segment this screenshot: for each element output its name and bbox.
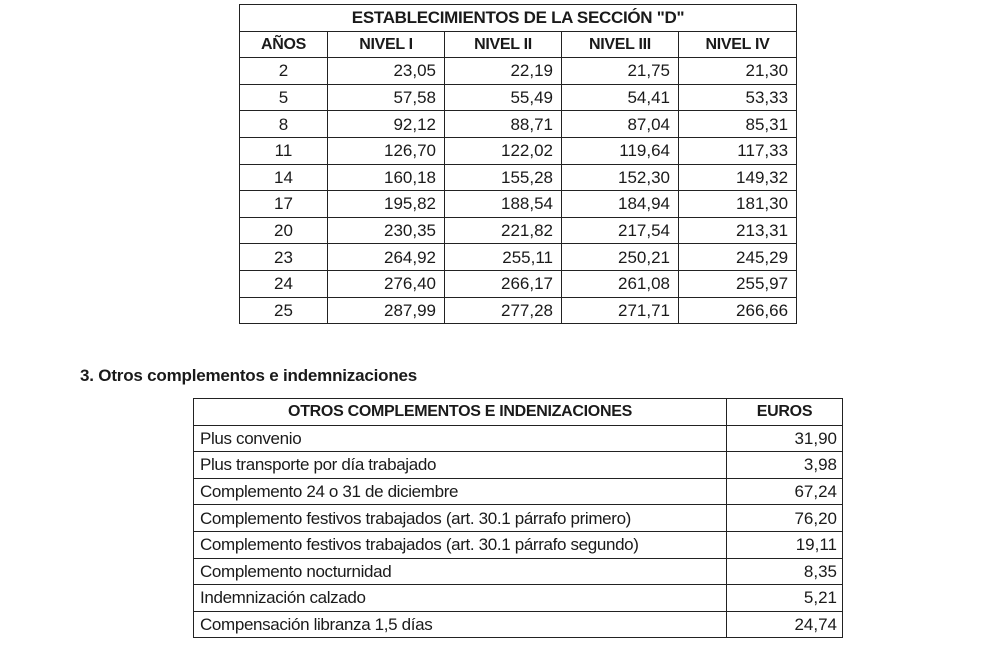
euros-cell: 8,35 <box>727 558 843 585</box>
concept-cell: Complemento festivos trabajados (art. 30.1 párrafo primero) <box>194 505 727 532</box>
table-row <box>194 505 843 532</box>
value-cell: 53,33 <box>679 84 797 111</box>
column-header: NIVEL IV <box>679 31 797 58</box>
value-cell: 184,94 <box>562 191 679 218</box>
value-cell: 22,19 <box>445 58 562 85</box>
value-cell: 255,97 <box>679 270 797 297</box>
value-cell: 23,05 <box>328 58 445 85</box>
table-row <box>240 111 797 138</box>
value-cell: 188,54 <box>445 191 562 218</box>
table-row <box>194 611 843 638</box>
euros-cell: 67,24 <box>727 478 843 505</box>
table-row <box>194 585 843 612</box>
table-row <box>194 478 843 505</box>
value-cell: 117,33 <box>679 137 797 164</box>
years-cell: 8 <box>240 111 328 138</box>
concept-cell: Compensación libranza 1,5 días <box>194 611 727 638</box>
concept-cell: Plus transporte por día trabajado <box>194 452 727 479</box>
value-cell: 54,41 <box>562 84 679 111</box>
value-cell: 160,18 <box>328 164 445 191</box>
value-cell: 119,64 <box>562 137 679 164</box>
value-cell: 181,30 <box>679 191 797 218</box>
value-cell: 195,82 <box>328 191 445 218</box>
value-cell: 92,12 <box>328 111 445 138</box>
value-cell: 271,71 <box>562 297 679 324</box>
table-row <box>240 297 797 324</box>
table-row <box>240 191 797 218</box>
otros-complementos-table <box>193 398 843 638</box>
table-row <box>240 270 797 297</box>
concept-cell: Plus convenio <box>194 425 727 452</box>
euros-cell: 19,11 <box>727 531 843 558</box>
years-cell: 14 <box>240 164 328 191</box>
euros-cell: 5,21 <box>727 585 843 612</box>
value-cell: 155,28 <box>445 164 562 191</box>
value-cell: 85,31 <box>679 111 797 138</box>
column-header: AÑOS <box>240 31 328 58</box>
value-cell: 126,70 <box>328 137 445 164</box>
value-cell: 221,82 <box>445 217 562 244</box>
years-cell: 24 <box>240 270 328 297</box>
years-cell: 11 <box>240 137 328 164</box>
value-cell: 152,30 <box>562 164 679 191</box>
years-cell: 25 <box>240 297 328 324</box>
value-cell: 88,71 <box>445 111 562 138</box>
value-cell: 261,08 <box>562 270 679 297</box>
value-cell: 149,32 <box>679 164 797 191</box>
value-cell: 287,99 <box>328 297 445 324</box>
table-row <box>240 84 797 111</box>
concept-cell: Complemento 24 o 31 de diciembre <box>194 478 727 505</box>
value-cell: 266,66 <box>679 297 797 324</box>
table-row <box>194 558 843 585</box>
value-cell: 217,54 <box>562 217 679 244</box>
years-cell: 20 <box>240 217 328 244</box>
euros-cell: 76,20 <box>727 505 843 532</box>
column-header: EUROS <box>727 399 843 426</box>
years-cell: 2 <box>240 58 328 85</box>
table-row <box>240 58 797 85</box>
table-row <box>240 217 797 244</box>
value-cell: 264,92 <box>328 244 445 271</box>
value-cell: 255,11 <box>445 244 562 271</box>
value-cell: 213,31 <box>679 217 797 244</box>
value-cell: 277,28 <box>445 297 562 324</box>
column-header: OTROS COMPLEMENTOS E INDENIZACIONES <box>194 399 727 426</box>
euros-cell: 24,74 <box>727 611 843 638</box>
concept-cell: Indemnización calzado <box>194 585 727 612</box>
concept-cell: Complemento nocturnidad <box>194 558 727 585</box>
table-row <box>194 425 843 452</box>
value-cell: 21,30 <box>679 58 797 85</box>
column-header: NIVEL II <box>445 31 562 58</box>
table-row <box>240 137 797 164</box>
years-cell: 17 <box>240 191 328 218</box>
concept-cell: Complemento festivos trabajados (art. 30.1 párrafo segundo) <box>194 531 727 558</box>
value-cell: 57,58 <box>328 84 445 111</box>
value-cell: 122,02 <box>445 137 562 164</box>
value-cell: 245,29 <box>679 244 797 271</box>
value-cell: 266,17 <box>445 270 562 297</box>
euros-cell: 31,90 <box>727 425 843 452</box>
value-cell: 55,49 <box>445 84 562 111</box>
column-header: NIVEL I <box>328 31 445 58</box>
seccion-d-table <box>239 4 797 324</box>
value-cell: 250,21 <box>562 244 679 271</box>
value-cell: 230,35 <box>328 217 445 244</box>
years-cell: 23 <box>240 244 328 271</box>
years-cell: 5 <box>240 84 328 111</box>
table-title: ESTABLECIMIENTOS DE LA SECCIÓN "D" <box>240 5 797 32</box>
value-cell: 21,75 <box>562 58 679 85</box>
value-cell: 276,40 <box>328 270 445 297</box>
table-row <box>240 164 797 191</box>
table-row <box>194 452 843 479</box>
value-cell: 87,04 <box>562 111 679 138</box>
column-header: NIVEL III <box>562 31 679 58</box>
table-row <box>240 244 797 271</box>
section-heading: 3. Otros complementos e indemnizaciones <box>80 366 418 385</box>
euros-cell: 3,98 <box>727 452 843 479</box>
table-row <box>194 531 843 558</box>
